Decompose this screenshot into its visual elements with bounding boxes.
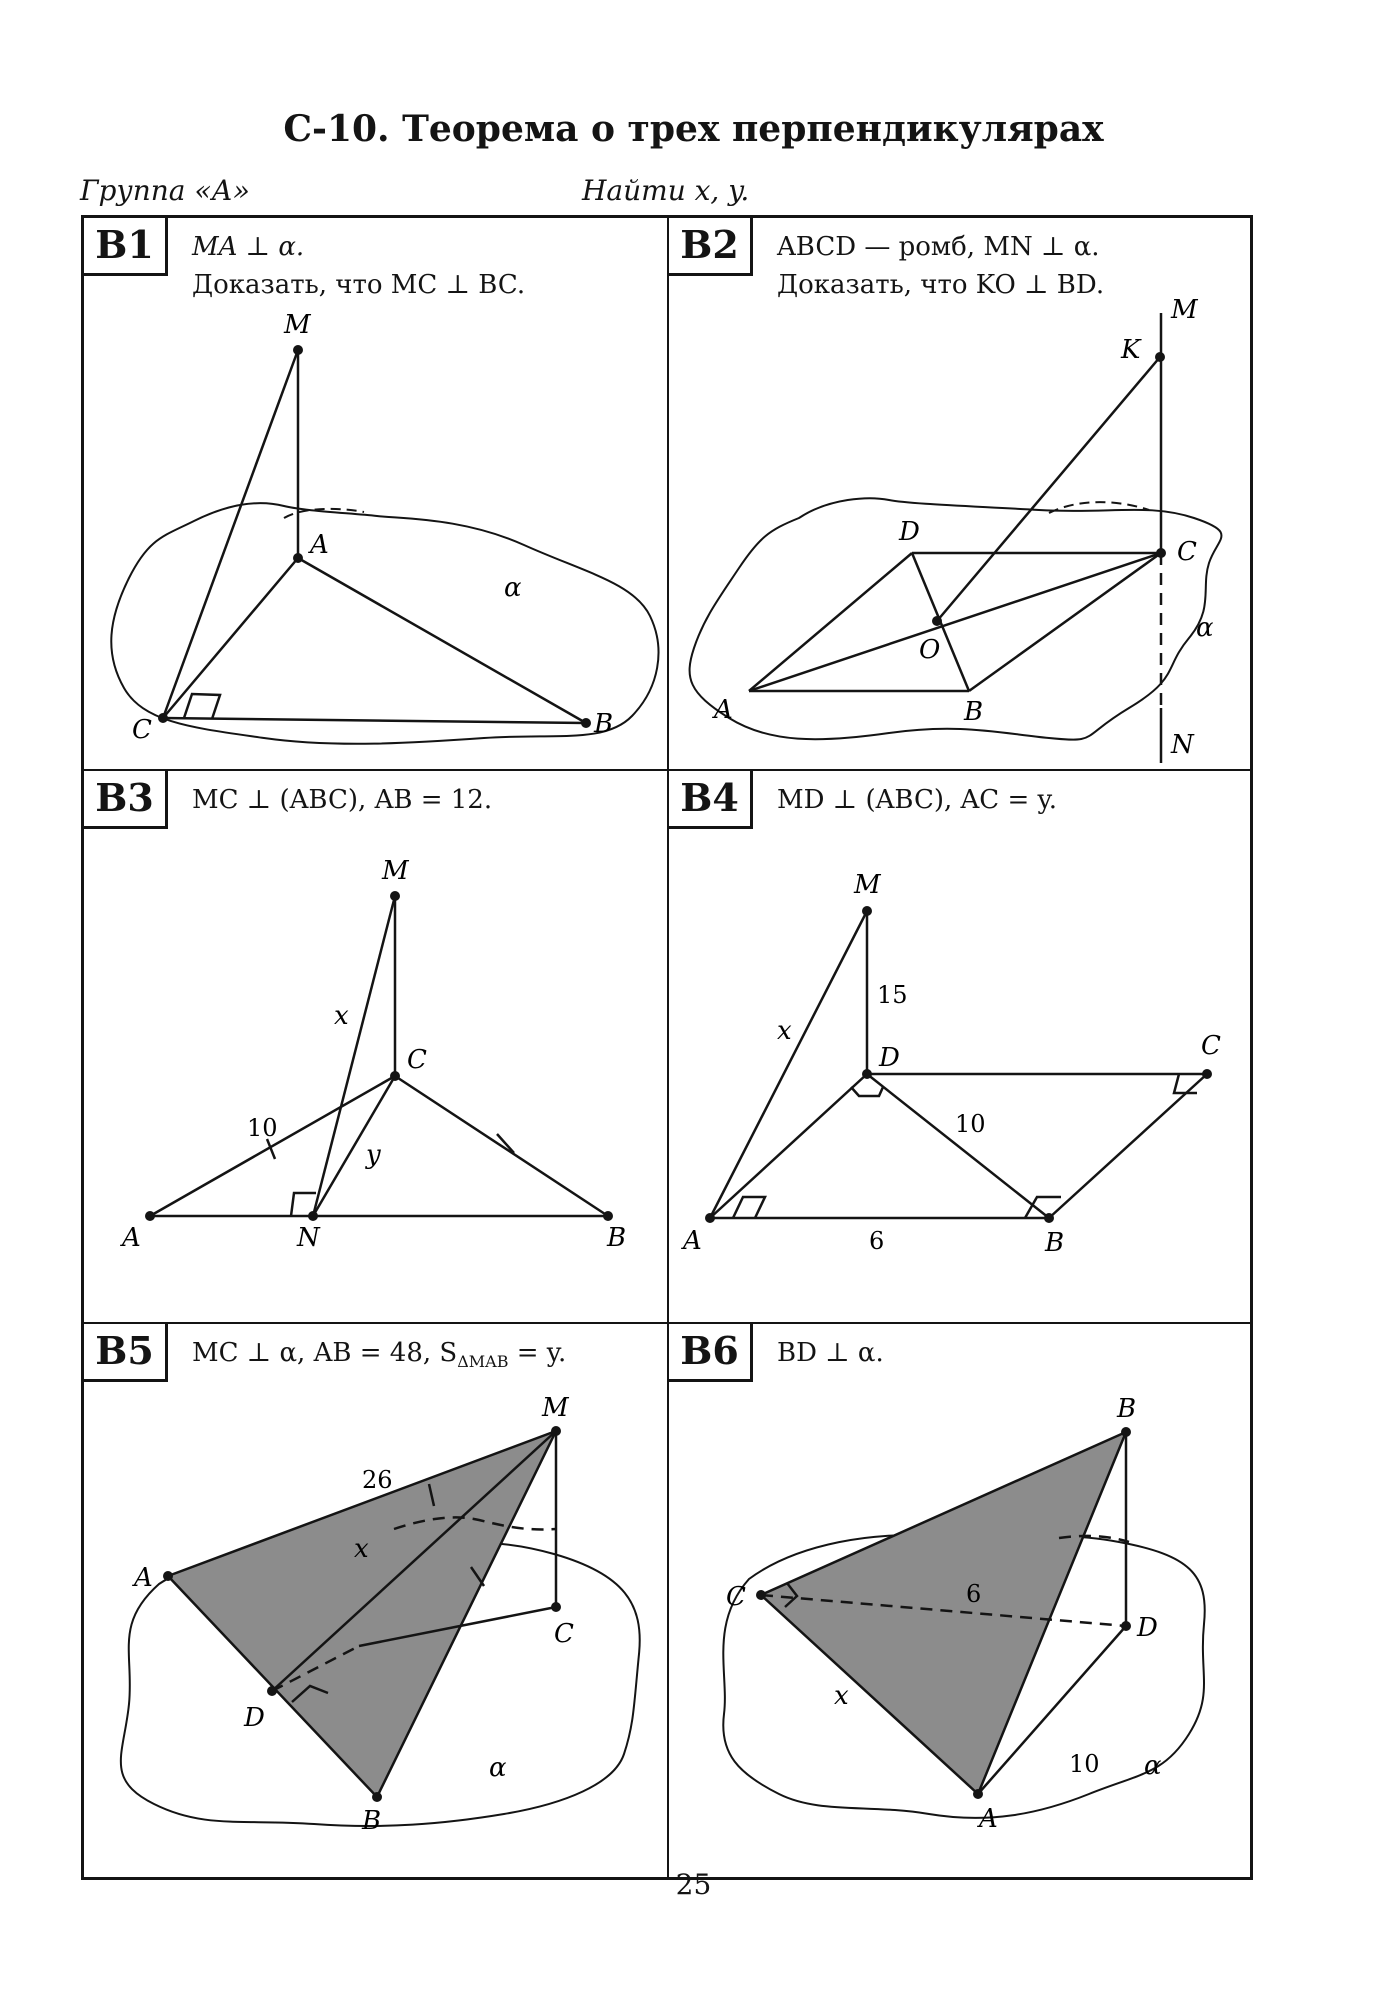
problem-b2 xyxy=(669,218,1250,771)
problem-statement xyxy=(192,781,492,819)
problem-b1 xyxy=(84,218,669,771)
problem-b5 xyxy=(84,1324,669,1877)
problem-statement xyxy=(192,228,525,304)
point-label-a: A xyxy=(714,695,733,725)
statement-line: ABCD — ромб, MN ⊥ α. xyxy=(777,232,1100,262)
statement-line: MD ⊥ (ABC), AC = y. xyxy=(777,785,1058,815)
point-label-b: B xyxy=(964,697,984,727)
page-title: С-10. Теорема о трех перпендикулярах xyxy=(283,108,1104,150)
point-label-m: M xyxy=(1171,295,1198,325)
point-label-c: C xyxy=(407,1045,427,1075)
segment-length-md: 15 xyxy=(877,981,908,1009)
segment-label-x: x xyxy=(334,1001,349,1031)
figure-b6 xyxy=(669,1324,1250,1877)
problem-label: B1 xyxy=(84,218,168,276)
group-label: Группа «А» xyxy=(80,174,250,207)
plane-label: α xyxy=(1144,1751,1162,1781)
problem-label: B6 xyxy=(669,1324,753,1382)
point-label-c: C xyxy=(726,1582,746,1612)
figure-b4 xyxy=(669,771,1250,1324)
point-label-n: N xyxy=(297,1223,320,1253)
statement-line: Доказать, что MC ⊥ BC. xyxy=(192,270,526,300)
segment-length-da: 10 xyxy=(1069,1750,1100,1778)
problem-b6 xyxy=(669,1324,1250,1877)
problem-label: B3 xyxy=(84,771,168,829)
point-label-m: M xyxy=(542,1393,569,1423)
segment-label-x: x xyxy=(354,1534,369,1564)
point-label-m: M xyxy=(382,856,409,886)
problem-statement xyxy=(192,1334,566,1381)
point-label-b: B xyxy=(1045,1228,1065,1258)
statement-line: MC ⊥ (ABC), AB = 12. xyxy=(192,785,493,815)
plane-label: α xyxy=(1196,613,1214,643)
statement-line-end: = y. xyxy=(508,1338,567,1368)
problem-label: B4 xyxy=(669,771,753,829)
statement-line: MC ⊥ α, AB = 48, S xyxy=(192,1338,458,1368)
segment-length-cd: 6 xyxy=(966,1580,982,1608)
figure-b5 xyxy=(84,1324,669,1877)
point-label-c: C xyxy=(1201,1031,1221,1061)
point-label-a: A xyxy=(979,1804,998,1834)
point-label-d: D xyxy=(899,517,920,547)
page-number: 25 xyxy=(675,1868,712,1901)
point-label-c: C xyxy=(1177,537,1197,567)
problem-b3 xyxy=(84,771,669,1324)
segment-length-ma: 26 xyxy=(362,1466,393,1494)
point-label-o: O xyxy=(919,635,941,665)
statement-line: BD ⊥ α. xyxy=(777,1338,884,1368)
problem-statement xyxy=(777,781,1057,819)
point-label-m: M xyxy=(854,870,881,900)
point-label-c: C xyxy=(132,715,152,745)
plane-label: α xyxy=(504,573,522,603)
point-label-b: B xyxy=(362,1806,382,1836)
point-label-d: D xyxy=(244,1703,265,1733)
problem-statement xyxy=(777,228,1104,304)
segment-length-ab: 6 xyxy=(869,1227,885,1255)
point-label-m: M xyxy=(284,310,311,340)
problem-grid xyxy=(81,215,1253,1880)
point-label-a: A xyxy=(310,530,329,560)
point-label-a: A xyxy=(134,1563,153,1593)
point-label-b: B xyxy=(594,709,614,739)
point-label-b: B xyxy=(1117,1394,1137,1424)
point-label-a: A xyxy=(122,1223,141,1253)
figure-b3 xyxy=(84,771,669,1324)
segment-label-x: x xyxy=(777,1016,792,1046)
task-header: Найти x, y. xyxy=(582,174,750,207)
segment-label-y: y xyxy=(366,1140,381,1170)
segment-length-db: 10 xyxy=(955,1110,986,1138)
plane-label: α xyxy=(489,1753,507,1783)
point-label-k: K xyxy=(1121,335,1141,365)
point-label-d: D xyxy=(1137,1613,1158,1643)
point-label-b: B xyxy=(607,1223,627,1253)
point-label-c: C xyxy=(554,1619,574,1649)
segment-label-x: x xyxy=(834,1681,849,1711)
problem-b4 xyxy=(669,771,1250,1324)
point-label-a: A xyxy=(683,1226,702,1256)
statement-subscript: ΔMAB xyxy=(457,1352,509,1372)
statement-line: Доказать, что KO ⊥ BD. xyxy=(777,270,1105,300)
segment-length-ac: 10 xyxy=(247,1114,278,1142)
problem-label: B2 xyxy=(669,218,753,276)
problem-statement xyxy=(777,1334,884,1372)
statement-line: MA ⊥ α. xyxy=(192,232,305,262)
point-label-d: D xyxy=(879,1043,900,1073)
point-label-n: N xyxy=(1171,730,1194,760)
problem-label: B5 xyxy=(84,1324,168,1382)
